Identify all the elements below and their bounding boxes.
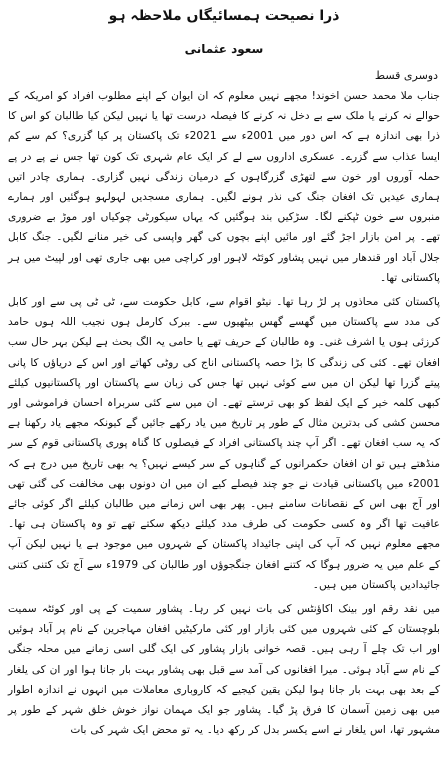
article-paragraph-3: میں نقد رقم اور بینک اکاؤنٹس کی بات نہیں کر رہا۔ پشاور سمیت کے پی اور کوئٹہ سمیت بلوچستان کے کئی شہروں میں کئی بازار اور کئی مارکیٹیں افغان مہاجرین کے نام پر آباد ہوئیں اور اب تک چلے آ رہی ہیں۔ قصہ خوانی بازار پشاور کی ایک گلی اسی زمانے میں محلہ جنگی کے نام سے آباد ہوئی۔ میرا افغانوں کی آمد سے قبل بھی پشاور بہت بار جانا ہوا اور ان کی یلغار کے بعد بھی بہت بار جانا ہوا لیکن یقین کیجیے کہ کاروباری معاملات میں انہوں نے اندازہ اطوار میں بھی زمین آسمان کا فرق پڑ گیا۔ پشاور جو ایک مہمان نواز خوش خلق شہر کے طور پر مشہور تھا، اس یلغار نے اسے یکسر بدل کر رکھ دیا۔ یہ تو محض ایک شہر کی بات	[8, 603, 440, 737]
article-paragraph-1: جناب ملا محمد حسن اخوند! مجھے نہیں معلوم کہ ان ایوان کے اپنے مطلوب افراد کو امریکہ کے حوالے نہ کرنے یا ملک سے بے دخل نہ کرنے کا فیصلہ درست تھا یا نہیں لیکن کیا طالبان کو اس کا ذرا بھی اندازہ ہے کہ اس دور میں 2001ء سے 2021ء تک پاکستان پر کیا گزری؟ کم سے کم ایسا عذاب سے گزرے۔ عسکری اداروں سے لے کر ایک عام شہری تک کون تھا جس نے پے در پے حملہ آوروں اور خون سے لتھڑی گزرگاہوں کے درمیان زندگی نہیں گزاری۔ ہماری چادر اتیں ہماری عیدیں تک افغان جنگ کی نذر ہونے لگیں۔ ہماری مسجدیں لہولہو ہوگئیں اور ہمارے منبروں سے خون ٹپکنے لگا۔ سڑکیں بند ہوگئیں کہ یہاں سیکورٹی چوکیاں اور موڑ بے ضروری تھے۔ پر امن بازار اجڑ گئے اور مائیں اپنے بچوں کی گھر واپسی کی خیر منانے لگیں۔ جنگ کابل جلال آباد اور قندھار میں نہیں پشاور کوئٹہ لاہور اور کراچی میں بھی جاری تھی اور لپیٹ میں ہر پاکستانی تھا۔	[8, 90, 440, 284]
article-author: سعود عثمانی	[184, 42, 264, 56]
article-part-label: دوسری قسط	[374, 69, 438, 82]
article-title: ذرا نصیحت ہمسائیگاں ملاحظہ ہو	[108, 8, 340, 24]
article-paragraph-2: پاکستان کئی محاذوں پر لڑ رہا تھا۔ نیٹو اقوام سے، کابل حکومت سے، ٹی ٹی پی سے اور کابل کی مدد سے پاکستان میں گھسے گھس بیٹھیوں سے۔ ببرک کارمل ہوں نجیب اللہ ہوں حامد کرزئی ہوں یا اشرف غنی۔ وہ طالبان کے حریف تھے یا حامی یہ الگ بحث ہے لیکن بہر حال سب افغان تھے۔ کئی کی زندگی کا بڑا حصہ پاکستانی اناج کی روٹی کھاتے اور اس کے دریاؤں کا پانی پیتے گزرا تھا لیکن ان میں سے کوئی نہیں تھا جس کی زبان سے پاکستان اور پاکستانیوں کیلئے کبھی کلمہ خیر کے ایک لفظ کو بھی ترستے تھے۔ ان میں سے کئی سربراہ احسان فراموشی اور محسن کشی کی بدترین مثال کے طور پر تاریخ میں یاد رکھے جائیں گے کیونکہ مجھے یاد رکھنا ہے کہ یہ سب افغان تھے۔ اگر آپ چند پاکستانی افراد کے فیصلوں کا گناہ پوری پاکستانی قوم کے سر منڈھتے ہیں تو ان افغان حکمرانوں کے گناہوں کے سر کیسے نہیں؟ یہ بھی تاریخ میں درج ہے کہ 2001ء میں پاکستانی قیادت نے جو چند فیصلے کیے ان میں ان دونوں بھی مخالفت کی گئی تھی اور آج بھی اس کے نقصانات سامنے ہیں۔ پھر بھی اس زمانے میں طالبان کیلئے اگر کوئی جائے عافیت تھا اگر وہ کسی حکومت کی طرف مدد کیلئے دیکھ سکتے تھے تو وہ پاکستان ہی تھا۔ مجھے معلوم نہیں کہ آپ کی اپنی جائیداد پاکستان کے شہروں میں موجود ہے یا نہیں لیکن آپ کے علم میں یہ ضرور ہوگا کہ کتنے افغان جنگجوؤں اور طالبان کی 1979ء سے آج تک کتنی کتنی جائیدادیں پاکستان میں ہیں۔	[8, 296, 440, 591]
